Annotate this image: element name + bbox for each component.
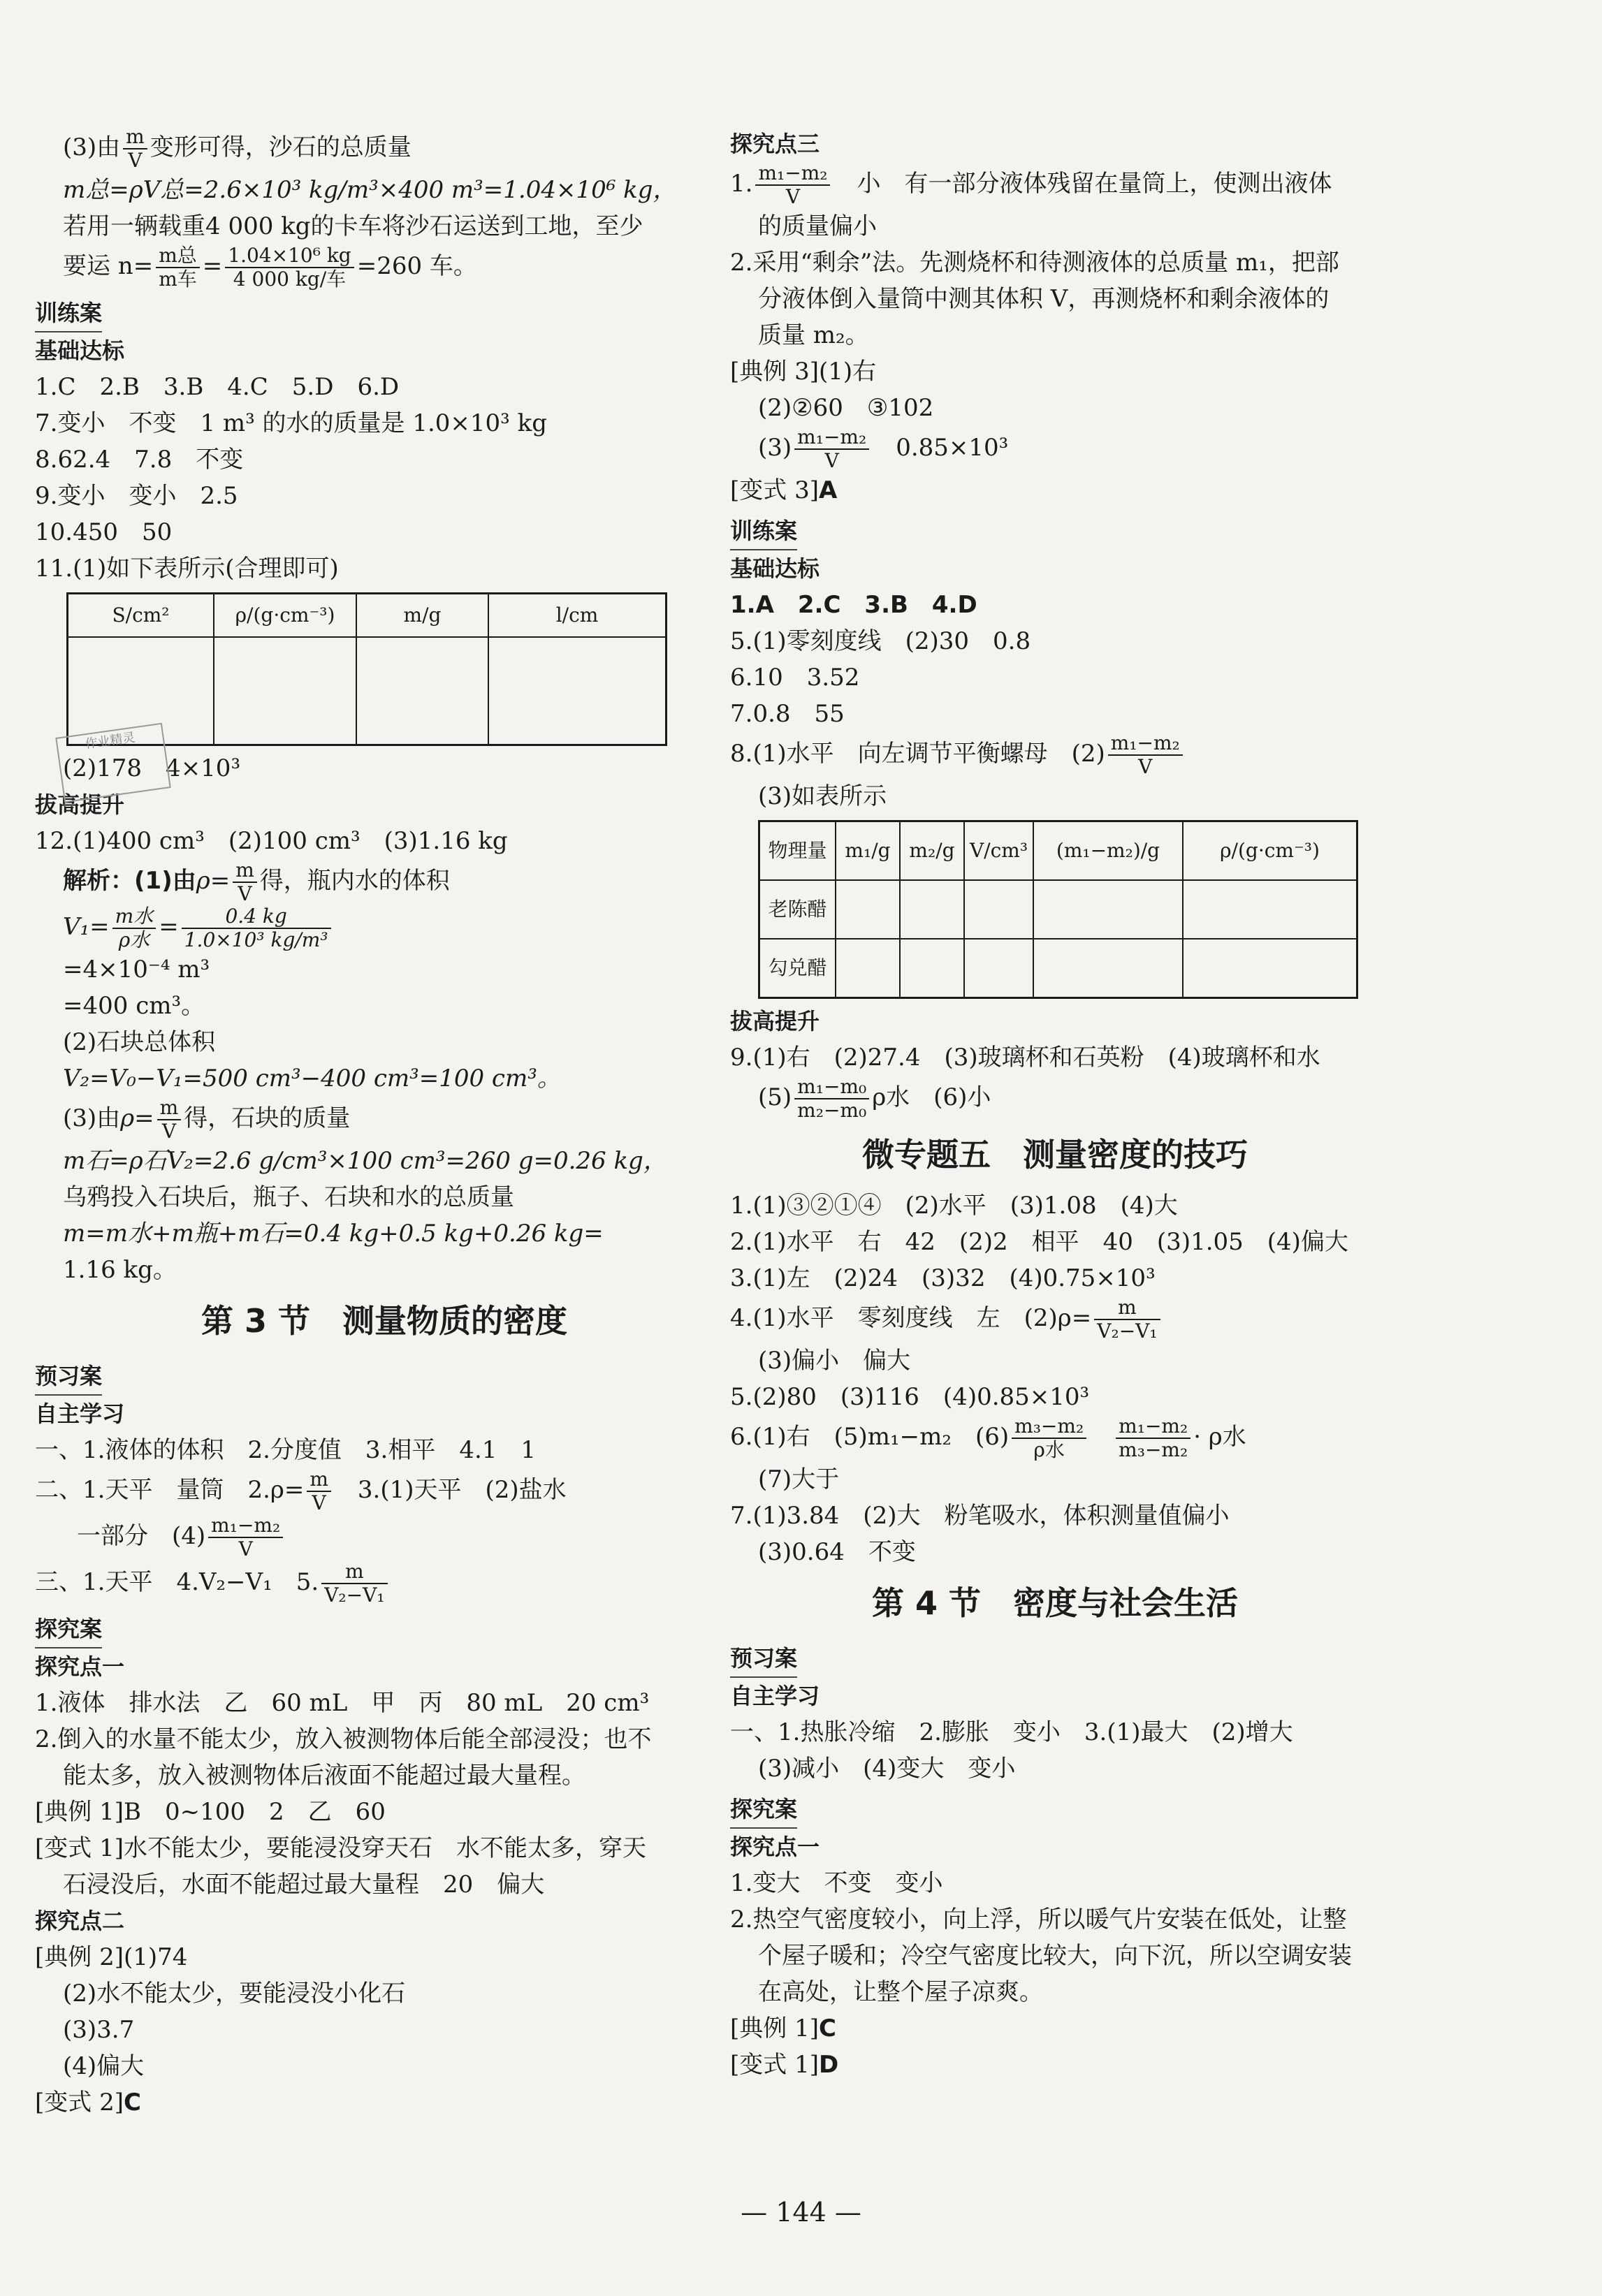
table-cell: [836, 880, 900, 939]
answer-line: (3) $\frac{\text{m₁−m₂}}{V}$ 0.85×10³: [758, 425, 1009, 472]
table-cell: [1183, 880, 1357, 939]
answer-line: 2.热空气密度较小，向上浮，所以暖气片安装在低处，让整: [730, 1906, 1347, 1933]
answer-line: 的质量偏小: [758, 212, 877, 240]
fraction: $\frac{\text{m₁−m₂}}{V}$: [755, 162, 830, 208]
table-cell: [836, 939, 900, 998]
answer-line: 乌鸦投入石块后，瓶子、石块和水的总质量: [63, 1183, 514, 1211]
answer-line: 5.(2)80 (3)116 (4)0.85×10³: [730, 1383, 1090, 1411]
table-header: 物理量: [759, 821, 836, 881]
answer-line: 要运 n= $\frac{\text{m总}}{\text{m车}}$ = $\frac{\text{1.04×10⁶ kg}}{\text{4 000 kg/车}}$ =260 车。: [63, 244, 477, 291]
table-header: ρ/(g·cm⁻³): [1183, 821, 1357, 881]
section-tag-train: 训练案: [35, 295, 102, 332]
answer-line: m=m水+m瓶+m石=0.4 kg+0.5 kg+0.26 kg=: [63, 1220, 604, 1248]
table-row-label: 老陈醋: [759, 880, 836, 939]
answer-line: 5.(1)零刻度线 (2)30 0.8: [730, 627, 1031, 655]
answer-line: (3)偏小 偏大: [758, 1347, 911, 1375]
table-cell: [356, 637, 488, 745]
answer-line: =400 cm³。: [63, 992, 205, 1020]
fraction: $\frac{\text{m₁−m₂}}{\text{m₃−m₂}}$: [1116, 1415, 1190, 1461]
subheading-basic: 基础达标: [35, 337, 125, 364]
answer-line: (2)178 4×10³: [63, 754, 241, 782]
answer-line: [典例 1]C: [730, 2015, 836, 2042]
right-column: [730, 126, 1380, 2083]
subheading-point-2: 探究点二: [35, 1908, 125, 1934]
table-cell: [964, 939, 1033, 998]
section-tag-preview: 预习案: [730, 1640, 797, 1678]
answer-line: [变式 1]水不能太少，要能浸没穿天石 水不能太多，穿天: [35, 1834, 646, 1862]
answer-line: 4.(1)水平 零刻度线 左 (2)ρ= $\frac{m}{\text{V₂−V₁}}$: [730, 1296, 1380, 1343]
fraction: $\frac{m}{\text{V₂−V₁}}$: [321, 1560, 387, 1607]
answer-line: 7.(1)3.84 (2)大 粉笔吸水，体积测量值偏小: [730, 1502, 1230, 1530]
fraction: $\frac{\text{m₃−m₂}}{\text{ρ水}}$: [1012, 1415, 1086, 1461]
watermark-stamp: 作业精灵: [55, 723, 171, 803]
answer-line: 6.(1)右 (5)m₁−m₂ (6) $\frac{\text{m₃−m₂}}{\text{ρ水}}$ $\frac{\text{m₁−m₂}}{\text{m₃−m₂}}$ · ρ水: [730, 1414, 1246, 1461]
answer-line: 8.(1)水平 向左调节平衡螺母 (2) $\frac{\text{m₁−m₂}}{V}$: [730, 732, 1380, 778]
fraction: $\frac{m}{V}$: [123, 126, 147, 172]
table-cell: [964, 880, 1033, 939]
answer-line: 1.液体 排水法 乙 60 mL 甲 丙 80 mL 20 cm³: [35, 1689, 650, 1717]
subheading-self-study: 自主学习: [35, 1401, 125, 1427]
table-row-label: 勾兑醋: [759, 939, 836, 998]
answer-line: 石浸没后，水面不能超过最大量程 20 偏大: [63, 1871, 545, 1899]
fraction: $\frac{m}{V}$: [157, 1097, 182, 1143]
subheading-point-1: 探究点一: [730, 1834, 820, 1860]
answer-line: [变式 1]D: [730, 2051, 839, 2079]
answer-line: (2)水不能太少，要能浸没小化石: [63, 1980, 406, 2008]
answer-line: (7)大于: [758, 1465, 840, 1493]
table-header: m₂/g: [900, 821, 964, 881]
answer-line: [变式 3]A: [730, 476, 838, 504]
answer-line: 二、1.天平 量筒 2.ρ= $\frac{m}{V}$ 3.(1)天平 (2)盐水: [35, 1468, 567, 1514]
section-title-micro: 微专题五 测量密度的技巧: [862, 1136, 1248, 1173]
answer-line: 11.(1)如下表所示(合理即可): [35, 555, 339, 583]
answer-line: 三、1.天平 4.V₂−V₁ 5. $\frac{m}{\text{V₂−V₁}}$: [35, 1560, 734, 1607]
answer-line: 9.(1)右 (2)27.4 (3)玻璃杯和石英粉 (4)玻璃杯和水: [730, 1044, 1320, 1072]
subheading-point-1: 探究点一: [35, 1653, 125, 1680]
answer-line: (2)②60 ③102: [758, 394, 934, 422]
table-header: m/g: [356, 594, 488, 638]
answer-line: (3)3.7: [63, 2016, 135, 2044]
table-cell: [1033, 880, 1183, 939]
answer-line: 2.(1)水平 右 42 (2)2 相平 40 (3)1.05 (4)偏大: [730, 1228, 1348, 1256]
fraction: $\frac{\text{m₁−m₂}}{V}$: [208, 1514, 283, 1560]
answer-line: (3)0.64 不变: [758, 1538, 916, 1566]
answer-line: 2.倒入的水量不能太少，放入被测物体后能全部浸没；也不: [35, 1725, 652, 1753]
fraction: $\frac{\text{m₁−m₀}}{\text{m₂−m₀}}$: [794, 1076, 869, 1122]
fraction: $\frac{\text{m总}}{\text{m车}}$: [156, 244, 200, 291]
section-title-4: 第 4 节 密度与社会生活: [871, 1584, 1239, 1622]
answer-line: 2.采用“剩余”法。先测烧杯和待测液体的总质量 m₁，把部: [730, 249, 1339, 277]
fraction: $\frac{m}{V}$: [233, 859, 257, 905]
fraction: $\frac{\text{m水}}{\text{ρ水}}$: [112, 905, 156, 951]
answer-line: 在高处，让整个屋子凉爽。: [758, 1978, 1043, 2006]
section-title-3: 第 3 节 测量物质的密度: [201, 1302, 568, 1340]
answer-line: 一、1.热胀冷缩 2.膨胀 变小 3.(1)最大 (2)增大: [730, 1718, 1293, 1746]
table-header: S/cm²: [68, 594, 214, 638]
fraction: $\frac{\text{m₁−m₂}}{V}$: [794, 426, 869, 472]
answer-line: m总=ρV总=2.6×10³ kg/m³×400 m³=1.04×10⁶ kg，: [63, 176, 677, 204]
answer-line: 3.(1)左 (2)24 (3)32 (4)0.75×10³: [730, 1264, 1156, 1292]
answer-line: (3)如表所示: [758, 782, 887, 810]
answer-line: 1.16 kg。: [63, 1256, 177, 1284]
table-cell: [900, 939, 964, 998]
table-header: V/cm³: [964, 821, 1033, 881]
answer-line: 12.(1)400 cm³ (2)100 cm³ (3)1.16 kg: [35, 827, 508, 855]
answer-line: 若用一辆载重4 000 kg的卡车将沙石运送到工地，至少: [63, 212, 643, 240]
answer-line: 个屋子暖和；冷空气密度比较大，向下沉，所以空调安装: [758, 1942, 1352, 1970]
table-cell: [214, 637, 356, 745]
table-header: m₁/g: [836, 821, 900, 881]
table-header: l/cm: [488, 594, 667, 638]
answer-line: (2)石块总体积: [63, 1028, 216, 1056]
answer-line: 10.450 50: [35, 518, 173, 546]
answer-line: (3)减小 (4)变大 变小: [758, 1755, 1016, 1783]
subheading-advanced: 拔高提升: [730, 1008, 820, 1034]
page-number: — 144 —: [741, 2197, 861, 2228]
section-tag-train: 训练案: [730, 513, 797, 550]
answer-line: [典例 2](1)74: [35, 1943, 188, 1971]
table-cell: [900, 880, 964, 939]
fraction: $\frac{m}{\text{V₂−V₁}}$: [1094, 1296, 1160, 1343]
answer-line: V₁= $\frac{\text{m水}}{\text{ρ水}}$ = $\frac{0.4 kg}{\text{1.0×10³ kg/m³}}$: [35, 905, 734, 951]
answer-line: 6.10 3.52: [730, 664, 860, 692]
answer-line: (3)由 $\frac{m}{V}$ 变形可得，沙石的总质量: [63, 125, 412, 172]
table-cell: [1033, 939, 1183, 998]
answer-line: 1.A 2.C 3.B 4.D: [730, 591, 977, 619]
answer-line: V₂=V₀−V₁=500 cm³−400 cm³=100 cm³。: [63, 1065, 561, 1092]
answer-line: 1.变大 不变 变小: [730, 1869, 943, 1897]
fraction: $\frac{\text{1.04×10⁶ kg}}{\text{4 000 kg/车}}$: [225, 244, 354, 291]
answer-line: 一、1.液体的体积 2.分度值 3.相平 4.1 1: [35, 1436, 537, 1464]
answer-line: (3)由ρ= $\frac{m}{V}$ 得，石块的质量: [63, 1096, 351, 1143]
answer-line: [典例 1]B 0~100 2 乙 60: [35, 1798, 386, 1826]
answer-line: (4)偏大: [63, 2052, 145, 2080]
section-tag-inquiry: 探究案: [35, 1611, 102, 1648]
answer-line: 能太多，放入被测物体后液面不能超过最大量程。: [63, 1762, 585, 1790]
answer-line: =4×10⁻⁴ m³: [63, 956, 210, 984]
answer-line: [典例 3](1)右: [730, 358, 877, 386]
table-header: ρ/(g·cm⁻³): [214, 594, 356, 638]
table-cell: [488, 637, 667, 745]
answer-line: 解析：(1)由ρ= $\frac{m}{V}$ 得，瓶内水的体积: [63, 858, 450, 905]
answer-line: (5) $\frac{\text{m₁−m₀}}{\text{m₂−m₀}}$ ρ水 (6)小: [758, 1075, 991, 1122]
answer-line: 1. $\frac{\text{m₁−m₂}}{V}$ 小 有一部分液体残留在量筒上，使测出液体: [730, 161, 1332, 208]
subheading-basic: 基础达标: [730, 555, 820, 582]
answer-line: 分液体倒入量筒中测其体积 V，再测烧杯和剩余液体的: [758, 285, 1330, 313]
fraction: $\frac{m}{V}$: [307, 1468, 331, 1514]
answer-table-2: [758, 820, 1358, 999]
subheading-self-study: 自主学习: [730, 1683, 820, 1709]
answer-line: 8.62.4 7.8 不变: [35, 446, 244, 474]
subheading-advanced: 拔高提升: [35, 791, 125, 818]
fraction: $\frac{\text{m₁−m₂}}{V}$: [1108, 732, 1183, 778]
left-column: [35, 126, 734, 2121]
answer-line: 9.变小 变小 2.5: [35, 482, 238, 510]
subheading-point-3: 探究点三: [730, 131, 820, 157]
fraction: $\frac{0.4 kg}{\text{1.0×10³ kg/m³}}$: [182, 905, 331, 951]
answer-line: [变式 2]C: [35, 2089, 141, 2116]
answer-line: 7.0.8 55: [730, 700, 845, 728]
table-cell: [1183, 939, 1357, 998]
answer-line: 1.(1)③②①④ (2)水平 (3)1.08 (4)大: [730, 1192, 1178, 1220]
answer-line: 1.C 2.B 3.B 4.C 5.D 6.D: [35, 373, 400, 401]
section-tag-preview: 预习案: [35, 1358, 102, 1396]
answer-line: m石=ρ石V₂=2.6 g/cm³×100 cm³=260 g=0.26 kg，: [63, 1147, 667, 1175]
table-header: (m₁−m₂)/g: [1033, 821, 1183, 881]
answer-line: 7.变小 不变 1 m³ 的水的质量是 1.0×10³ kg: [35, 409, 547, 437]
section-tag-inquiry: 探究案: [730, 1791, 797, 1829]
answer-line: 质量 m₂。: [758, 321, 869, 349]
answer-line: 一部分 (4) $\frac{\text{m₁−m₂}}{V}$: [35, 1514, 734, 1560]
